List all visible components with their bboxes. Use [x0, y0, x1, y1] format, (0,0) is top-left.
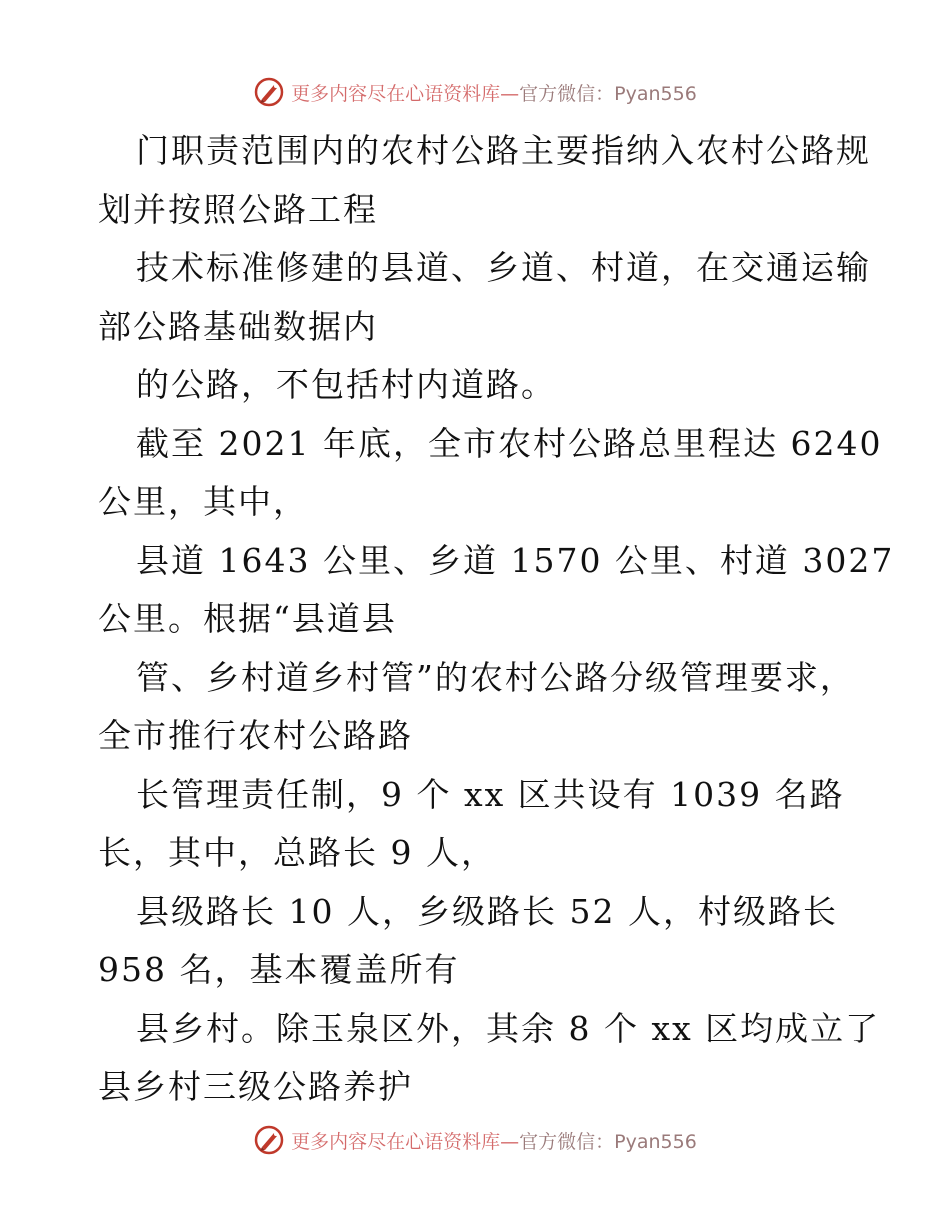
paragraph-line: 长管理责任制，9 个 xx 区共设有 1039 名路: [136, 774, 845, 814]
paragraph-line: 全市推行农村公路路: [98, 716, 413, 755]
paragraph-line: 958 名，基本覆盖所有: [98, 950, 460, 989]
banner-wechat-text: 官方微信：Pyan556: [519, 1130, 697, 1153]
paragraph-line: 县道 1643 公里、乡道 1570 公里、村道 3027: [136, 540, 895, 580]
paragraph-line: 划并按照公路工程: [98, 189, 378, 229]
paragraph-line: 长，其中，总路长 9 人，: [98, 833, 496, 872]
paragraph-line: 公里，其中，: [98, 482, 308, 521]
paragraph-line: 县乡村。除玉泉区外，其余 8 个 xx 区均成立了: [136, 1008, 881, 1048]
header-watermark: [0, 72, 950, 112]
paragraph-line: 部公路基础数据内: [98, 306, 378, 346]
document-body: [98, 122, 895, 1117]
banner-main-text: 更多内容尽在心语资料库: [291, 1130, 501, 1153]
banner-wechat-text: 官方微信：Pyan556: [519, 82, 697, 105]
paragraph-line: 截至 2021 年底，全市农村公路总里程达 6240: [136, 423, 883, 463]
banner-main-text: 更多内容尽在心语资料库: [291, 82, 501, 105]
paragraph-line: 门职责范围内的农村公路主要指纳入农村公路规: [136, 131, 871, 170]
pen-logo-icon: [253, 1124, 285, 1156]
paragraph-line: 技术标准修建的县道、乡道、村道，在交通运输: [136, 248, 871, 287]
paragraph-line: 县乡村三级公路养护: [98, 1067, 413, 1106]
pen-logo-icon: [253, 76, 285, 108]
paragraph-line: 的公路，不包括村内道路。: [136, 365, 556, 404]
banner-separator: —: [500, 1130, 520, 1153]
paragraph-line: 县级路长 10 人，乡级路长 52 人，村级路长: [136, 891, 838, 931]
paragraph-line: 公里。根据“县道县: [98, 599, 397, 638]
banner-separator: —: [500, 82, 520, 105]
paragraph-line: 管、乡村道乡村管”的农村公路分级管理要求，: [136, 657, 855, 697]
footer-watermark: [0, 1120, 950, 1160]
